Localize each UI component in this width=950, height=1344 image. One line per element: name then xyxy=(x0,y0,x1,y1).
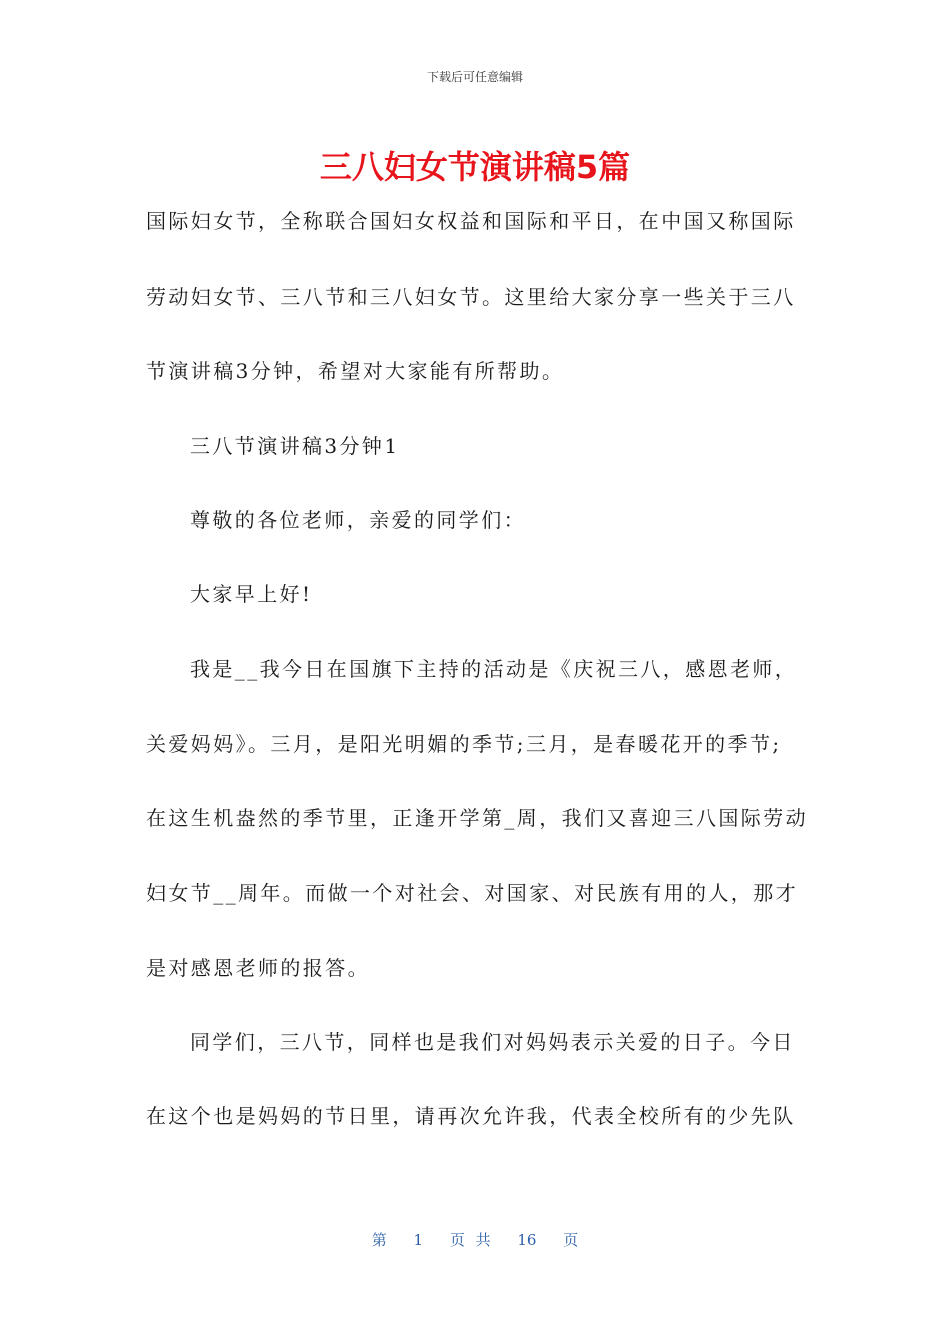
salutation-line: 尊敬的各位老师，亲爱的同学们： xyxy=(190,508,526,532)
body-line-1: 国际妇女节，全称联合国妇女权益和国际和平日，在中国又称国际 xyxy=(146,209,796,233)
greeting-line: 大家早上好! xyxy=(190,582,313,606)
total-page-count: 16 xyxy=(517,1231,537,1249)
body-line-2: 劳动妇女节、三八节和三八妇女节。这里给大家分享一些关于三八 xyxy=(146,285,796,309)
footer-suffix: 页 xyxy=(563,1231,579,1249)
footer-prefix: 第 xyxy=(371,1231,387,1249)
footer-middle: 页 共 xyxy=(449,1231,491,1249)
body-line-9: 在这生机盎然的季节里，正逢开学第_周，我们又喜迎三八国际劳动 xyxy=(146,806,808,830)
document-title: 三八妇女节演讲稿5篇 xyxy=(319,148,631,186)
body-line-8: 关爱妈妈》。三月，是阳光明媚的季节;三月，是春暖花开的季节; xyxy=(146,732,782,756)
body-line-13: 在这个也是妈妈的节日里，请再次允许我，代表全校所有的少先队 xyxy=(146,1104,796,1128)
header-note: 下载后可任意编辑 xyxy=(426,70,523,84)
section-heading: 三八节演讲稿3分钟1 xyxy=(190,434,400,458)
body-line-10: 妇女节__周年。而做一个对社会、对国家、对民族有用的人，那才 xyxy=(146,881,798,905)
body-line-3: 节演讲稿3分钟，希望对大家能有所帮助。 xyxy=(146,359,565,383)
body-line-12: 同学们，三八节，同样也是我们对妈妈表示关爱的日子。今日 xyxy=(190,1030,795,1054)
page-footer xyxy=(0,1229,950,1250)
body-line-7: 我是__我今日在国旗下主持的活动是《庆祝三八，感恩老师， xyxy=(190,657,798,681)
body-line-11: 是对感恩老师的报答。 xyxy=(146,956,370,980)
current-page-number: 1 xyxy=(413,1231,424,1249)
